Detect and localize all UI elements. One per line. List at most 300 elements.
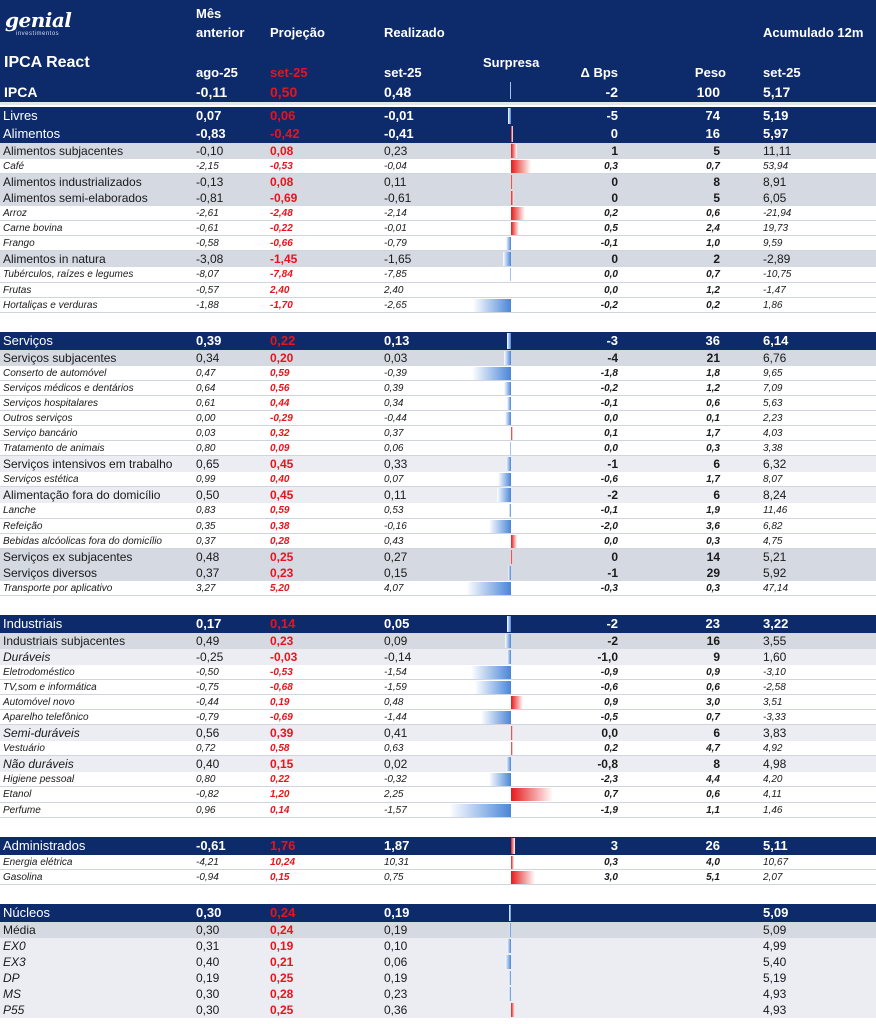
cell-proj: 0,19 — [270, 938, 294, 953]
table-row — [0, 159, 876, 174]
cell-real: 0,19 — [384, 922, 408, 937]
cell-mes: 0,61 — [196, 397, 216, 409]
table-row — [0, 236, 876, 251]
table-row — [0, 922, 876, 938]
ipca-peso: 100 — [696, 84, 720, 100]
cell-label: Lanche — [3, 505, 36, 517]
cell-bps: -1 — [607, 457, 618, 472]
cell-peso: 6 — [713, 488, 720, 503]
table-row — [0, 665, 876, 680]
cell-label: Alimentos semi-elaborados — [3, 191, 148, 206]
surpresa-bar — [503, 252, 511, 266]
cell-label: Transporte por aplicativo — [3, 582, 113, 594]
surpresa-bar — [511, 175, 513, 189]
surpresa-bar — [505, 634, 511, 648]
cell-real: 0,48 — [384, 697, 404, 708]
cell-bps: 0,5 — [604, 223, 618, 235]
table-row — [0, 870, 876, 885]
surpresa-bar — [511, 427, 513, 440]
ipca-bps: -2 — [605, 84, 618, 100]
cell-label: Serviços ex subjacentes — [3, 549, 133, 564]
col-realizado: Realizado — [384, 25, 445, 40]
cell-mes: 0,65 — [196, 457, 220, 472]
cell-mes: -0,13 — [196, 175, 224, 190]
row-separator — [0, 595, 876, 596]
cell-bps: -0,6 — [600, 474, 618, 486]
cell-label: Higiene pessoal — [3, 774, 75, 786]
table-row — [0, 298, 876, 313]
cell-mes: -0,44 — [196, 697, 219, 708]
cell-peso: 0,7 — [706, 161, 720, 172]
cell-acum: 5,09 — [763, 904, 789, 920]
cell-real: 0,53 — [384, 505, 404, 517]
cell-mes: -8,07 — [196, 269, 219, 281]
cell-real: 0,75 — [384, 871, 404, 883]
cell-bps: -2 — [607, 633, 618, 648]
cell-label: Serviços estética — [3, 474, 79, 486]
cell-acum: 6,05 — [763, 191, 787, 206]
col-delta-bps: Δ Bps — [580, 65, 618, 80]
cell-mes: 0,40 — [196, 757, 220, 772]
cell-real: 0,15 — [384, 565, 408, 580]
table-row — [0, 396, 876, 411]
surpresa-bar — [509, 905, 511, 921]
row-separator — [0, 817, 876, 818]
col-peso: Peso — [694, 65, 726, 80]
table-row — [0, 426, 876, 441]
surpresa-bar — [506, 457, 511, 471]
cell-bps: -0,5 — [600, 712, 618, 724]
cell-proj: 0,23 — [270, 633, 294, 648]
cell-real: 0,27 — [384, 549, 408, 564]
cell-peso: 1,2 — [706, 284, 720, 296]
ipca-proj: 0,50 — [270, 84, 298, 100]
cell-mes: -0,50 — [196, 666, 219, 678]
cell-bps: -0,1 — [600, 505, 618, 517]
cell-real: 0,03 — [384, 350, 408, 365]
surpresa-bar — [507, 333, 511, 349]
cell-label: P55 — [3, 1002, 25, 1017]
cell-label: Duráveis — [3, 649, 51, 664]
period-mes: ago-25 — [196, 65, 238, 80]
cell-peso: 3,0 — [706, 697, 720, 708]
cell-acum: 5,19 — [763, 108, 789, 123]
cell-bps: -4 — [607, 350, 618, 365]
cell-label: Alimentos industrializados — [3, 175, 142, 190]
cell-label: Frango — [3, 238, 35, 250]
cell-acum: -1,47 — [763, 284, 786, 296]
cell-real: 0,11 — [384, 488, 407, 503]
cell-label: Industriais — [3, 615, 63, 631]
cell-label: Gasolina — [3, 871, 43, 883]
table-row — [0, 855, 876, 870]
surpresa-bar — [511, 535, 517, 548]
col-projecao: Projeção — [270, 25, 325, 40]
cell-acum: -2,58 — [763, 681, 786, 693]
cell-real: -1,44 — [384, 712, 407, 724]
cell-bps: -0,9 — [600, 666, 618, 678]
cell-label: Automóvel novo — [3, 697, 75, 708]
cell-proj: 0,25 — [270, 549, 294, 564]
cell-bps: -0,2 — [600, 382, 618, 394]
cell-peso: 4,7 — [706, 743, 720, 755]
cell-acum: 4,20 — [763, 774, 783, 786]
cell-label: Tratamento de animais — [3, 443, 105, 455]
cell-acum: 53,94 — [763, 161, 789, 172]
cell-proj: 5,20 — [270, 582, 290, 594]
surpresa-bar — [511, 742, 513, 755]
row-separator — [0, 884, 876, 885]
cell-mes: -3,08 — [196, 252, 224, 267]
cell-label: EX0 — [3, 938, 26, 953]
cell-bps: -2,0 — [600, 520, 618, 532]
surpresa-bar — [481, 711, 511, 724]
cell-mes: -0,75 — [196, 681, 219, 693]
cell-label: Hortaliças e verduras — [3, 299, 98, 311]
cell-real: 0,06 — [384, 443, 404, 455]
cell-real: 0,11 — [384, 175, 407, 190]
cell-label: Bebidas alcóolicas fora do domicílio — [3, 535, 162, 547]
cell-mes: 0,03 — [196, 428, 216, 440]
table-row — [0, 125, 876, 143]
cell-proj: 0,44 — [270, 397, 290, 409]
cell-mes: 0,30 — [196, 986, 220, 1001]
cell-peso: 1,7 — [706, 474, 720, 486]
cell-bps: 0,0 — [604, 535, 618, 547]
surpresa-bar — [511, 126, 513, 142]
cell-acum: 3,55 — [763, 633, 787, 648]
cell-proj: 0,14 — [270, 615, 296, 631]
cell-mes: -2,15 — [196, 161, 219, 172]
cell-label: Serviços médicos e dentários — [3, 382, 134, 394]
cell-mes: 0,30 — [196, 1002, 220, 1017]
cell-label: Alimentos subjacentes — [3, 144, 124, 158]
table-row — [0, 350, 876, 366]
cell-proj: 0,40 — [270, 474, 290, 486]
table-row — [0, 366, 876, 381]
cell-label: Não duráveis — [3, 757, 74, 772]
cell-real: -1,65 — [384, 252, 412, 267]
cell-mes: 0,96 — [196, 804, 216, 816]
cell-mes: -0,10 — [196, 144, 224, 158]
cell-label: Café — [3, 161, 25, 172]
cell-proj: 0,19 — [270, 697, 290, 708]
cell-peso: 16 — [705, 126, 720, 141]
cell-proj: -0,69 — [270, 712, 293, 724]
cell-peso: 0,2 — [706, 299, 720, 311]
cell-label: Serviços subjacentes — [3, 350, 117, 365]
cell-real: -0,41 — [384, 126, 414, 141]
cell-peso: 26 — [705, 837, 720, 853]
cell-label: Administrados — [3, 837, 86, 853]
cell-real: 1,87 — [384, 837, 410, 853]
cell-peso: 1,1 — [706, 804, 720, 816]
cell-acum: 4,93 — [763, 986, 787, 1001]
cell-real: -0,01 — [384, 223, 407, 235]
cell-proj: 0,08 — [270, 175, 294, 190]
cell-peso: 74 — [705, 108, 720, 123]
cell-bps: 3,0 — [604, 871, 618, 883]
table-row — [0, 904, 876, 922]
table-row — [0, 487, 876, 503]
cell-peso: 5 — [713, 144, 720, 158]
cell-proj: 0,22 — [270, 774, 290, 786]
cell-acum: 8,07 — [763, 474, 783, 486]
cell-proj: -0,53 — [270, 161, 293, 172]
surpresa-bar — [511, 222, 519, 235]
surpresa-bar — [511, 856, 514, 869]
cell-acum: 2,23 — [763, 413, 783, 424]
cell-acum: 2,07 — [763, 871, 783, 883]
surpresa-bar — [504, 382, 511, 395]
cell-proj: -2,48 — [270, 208, 293, 220]
cell-acum: 1,60 — [763, 649, 787, 664]
cell-mes: -0,79 — [196, 712, 219, 724]
cell-proj: -0,22 — [270, 223, 293, 235]
surpresa-bar — [509, 504, 511, 517]
cell-real: -2,14 — [384, 208, 407, 220]
cell-proj: -7,84 — [270, 269, 293, 281]
cell-acum: 5,40 — [763, 954, 787, 969]
cell-proj: 1,76 — [270, 837, 296, 853]
cell-label: Semi-duráveis — [3, 726, 80, 741]
cell-acum: 6,32 — [763, 457, 787, 472]
cell-peso: 0,6 — [706, 789, 720, 801]
surpresa-bar — [507, 616, 511, 632]
cell-peso: 0,6 — [706, 397, 720, 409]
cell-bps: 0,3 — [604, 161, 618, 172]
cell-proj: 0,08 — [270, 144, 294, 158]
cell-mes: -0,25 — [196, 649, 224, 664]
cell-label: Núcleos — [3, 904, 50, 920]
cell-bps: -1 — [607, 565, 618, 580]
cell-real: -0,16 — [384, 520, 407, 532]
cell-acum: 5,09 — [763, 922, 787, 937]
table-row — [0, 986, 876, 1002]
cell-peso: 1,9 — [706, 505, 720, 517]
cell-bps: 0,7 — [604, 789, 618, 801]
cell-mes: 0,35 — [196, 520, 216, 532]
cell-proj: -0,66 — [270, 238, 293, 250]
cell-mes: 0,47 — [196, 367, 216, 379]
cell-mes: 3,27 — [196, 582, 216, 594]
cell-peso: 2 — [713, 252, 720, 267]
table-row — [0, 938, 876, 954]
cell-bps: 0,2 — [604, 743, 618, 755]
cell-label: Industriais subjacentes — [3, 633, 126, 648]
cell-real: 0,63 — [384, 743, 404, 755]
ipca-label: IPCA — [4, 84, 38, 100]
cell-label: TV,som e informática — [3, 681, 97, 693]
cell-acum: -21,94 — [763, 208, 792, 220]
cell-mes: 0,30 — [196, 904, 222, 920]
cell-label: Etanol — [3, 789, 32, 801]
cell-bps: -1,8 — [600, 367, 618, 379]
cell-bps: 0 — [611, 191, 618, 206]
cell-proj: 0,38 — [270, 520, 290, 532]
cell-mes: 0,07 — [196, 108, 222, 123]
cell-acum: 3,22 — [763, 615, 789, 631]
cell-proj: 0,28 — [270, 986, 294, 1001]
cell-acum: 47,14 — [763, 582, 789, 594]
cell-proj: 0,15 — [270, 871, 290, 883]
surpresa-bar — [509, 971, 511, 985]
cell-bps: -5 — [606, 108, 618, 123]
cell-proj: 0,06 — [270, 108, 296, 123]
cell-proj: 10,24 — [270, 856, 296, 868]
table-row — [0, 725, 876, 741]
cell-real: -1,54 — [384, 666, 407, 678]
cell-real: 2,40 — [384, 284, 404, 296]
cell-label: MS — [3, 986, 21, 1001]
cell-bps: -2 — [607, 488, 618, 503]
cell-peso: 8 — [713, 175, 720, 190]
ipca-acum: 5,17 — [763, 84, 791, 100]
header-divider — [0, 102, 876, 105]
cell-real: 0,09 — [384, 633, 408, 648]
cell-label: Alimentos in natura — [3, 252, 106, 267]
cell-real: 0,23 — [384, 144, 408, 158]
table-row — [0, 206, 876, 221]
surpresa-bar — [489, 773, 511, 786]
cell-bps: -0,3 — [600, 582, 618, 594]
cell-real: 0,23 — [384, 986, 408, 1001]
cell-mes: -0,61 — [196, 837, 226, 853]
cell-real: 0,34 — [384, 397, 404, 409]
cell-real: -2,65 — [384, 299, 407, 311]
cell-bps: 0 — [611, 175, 618, 190]
cell-bps: -0,1 — [600, 397, 618, 409]
table-row — [0, 107, 876, 125]
cell-mes: -0,58 — [196, 238, 219, 250]
cell-bps: -1,9 — [600, 804, 618, 816]
cell-proj: 0,58 — [270, 743, 290, 755]
cell-mes: -0,83 — [196, 126, 226, 141]
surpresa-bar — [511, 871, 535, 884]
table-row — [0, 190, 876, 206]
cell-label: Serviços intensivos em trabalho — [3, 457, 173, 472]
surpresa-bar — [511, 788, 553, 801]
cell-peso: 14 — [706, 549, 720, 564]
surpresa-bar — [472, 367, 511, 380]
cell-acum: 10,67 — [763, 856, 789, 868]
table-row — [0, 472, 876, 487]
cell-peso: 0,1 — [706, 413, 720, 424]
cell-peso: 29 — [706, 565, 720, 580]
surpresa-bar — [475, 681, 511, 694]
cell-real: 0,05 — [384, 615, 410, 631]
cell-peso: 5 — [713, 191, 720, 206]
cell-bps: 0,2 — [604, 208, 618, 220]
cell-acum: 5,11 — [763, 837, 788, 853]
surpresa-bar — [511, 207, 525, 220]
cell-mes: -0,61 — [196, 223, 219, 235]
surpresa-bar — [511, 550, 513, 564]
cell-proj: 0,32 — [270, 428, 290, 440]
cell-peso: 1,0 — [706, 238, 720, 250]
cell-proj: 1,20 — [270, 789, 290, 801]
table-row — [0, 772, 876, 787]
cell-proj: -0,42 — [270, 126, 300, 141]
cell-real: -1,57 — [384, 804, 407, 816]
surpresa-bar — [505, 412, 511, 425]
cell-mes: 0,56 — [196, 726, 220, 741]
cell-real: 0,33 — [384, 457, 408, 472]
cell-proj: 0,28 — [270, 535, 290, 547]
cell-proj: 0,20 — [270, 350, 294, 365]
period-acum: set-25 — [763, 65, 801, 80]
cell-acum: 8,91 — [763, 175, 787, 190]
surpresa-bar — [504, 351, 511, 365]
surpresa-bar — [510, 268, 512, 281]
cell-proj: 0,45 — [270, 488, 294, 503]
cell-proj: 0,21 — [270, 954, 294, 969]
period-real: set-25 — [384, 65, 422, 80]
surpresa-bar — [511, 144, 517, 158]
cell-bps: -1,0 — [597, 649, 618, 664]
table-row — [0, 549, 876, 565]
cell-peso: 0,9 — [706, 666, 720, 678]
cell-real: -1,59 — [384, 681, 407, 693]
cell-real: -7,85 — [384, 269, 407, 281]
cell-proj: 0,22 — [270, 332, 296, 348]
table-row — [0, 787, 876, 802]
surpresa-bar — [508, 566, 511, 580]
table-row — [0, 251, 876, 267]
cell-label: Livres — [3, 108, 38, 123]
table-row — [0, 221, 876, 236]
cell-acum: 19,73 — [763, 223, 789, 235]
cell-mes: 0,30 — [196, 922, 220, 937]
period-proj: set-25 — [270, 65, 308, 80]
table-row — [0, 519, 876, 534]
cell-acum: 6,14 — [763, 332, 789, 348]
cell-mes: 0,37 — [196, 565, 220, 580]
cell-peso: 23 — [705, 615, 720, 631]
cell-mes: 0,19 — [196, 970, 220, 985]
cell-acum: 1,46 — [763, 804, 783, 816]
cell-proj: 0,24 — [270, 922, 294, 937]
cell-real: 0,36 — [384, 1002, 408, 1017]
cell-label: Serviço bancário — [3, 428, 78, 440]
col-acumulado: Acumulado 12m — [763, 25, 864, 40]
cell-acum: 4,98 — [763, 757, 787, 772]
table-row — [0, 710, 876, 725]
cell-peso: 0,7 — [706, 269, 720, 281]
cell-acum: 5,97 — [763, 126, 789, 141]
table-row — [0, 633, 876, 649]
table-row — [0, 680, 876, 695]
surpresa-bar — [507, 397, 511, 410]
cell-label: Outros serviços — [3, 413, 73, 424]
surpresa-bar — [505, 955, 511, 969]
cell-acum: -2,89 — [763, 252, 791, 267]
cell-mes: 0,80 — [196, 443, 216, 455]
cell-acum: 4,99 — [763, 938, 787, 953]
cell-mes: 0,39 — [196, 332, 222, 348]
surpresa-bar — [506, 237, 511, 250]
cell-real: 0,19 — [384, 970, 408, 985]
cell-acum: 9,65 — [763, 367, 783, 379]
cell-label: Serviços diversos — [3, 565, 98, 580]
cell-bps: -0,6 — [600, 681, 618, 693]
cell-mes: -0,94 — [196, 871, 219, 883]
cell-bps: 0 — [610, 126, 618, 141]
surpresa-bar — [466, 582, 511, 595]
cell-acum: -3,10 — [763, 666, 786, 678]
logo-subtitle: investimentos — [16, 31, 60, 37]
table-row — [0, 649, 876, 665]
